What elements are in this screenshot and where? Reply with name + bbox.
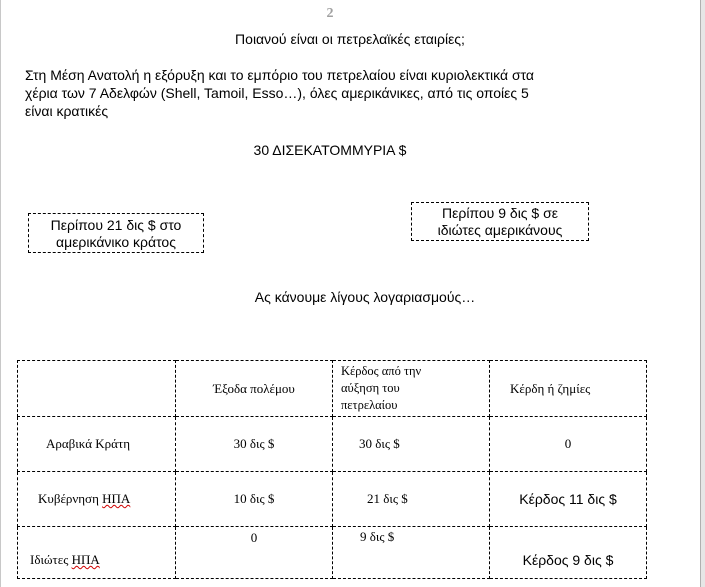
header-empty-cell: [18, 361, 176, 417]
row-label-spellcheck-word: ΗΠΑ: [102, 491, 131, 506]
page-number: 2: [326, 6, 334, 21]
header-line: αύξηση του: [341, 381, 400, 395]
row-label-text: Ιδιώτες: [30, 552, 72, 567]
paragraph-line: είναι κρατικές: [25, 103, 109, 119]
row-label-text: Κυβέρνηση: [38, 491, 103, 506]
box-line: ιδιώτες αμερικάνους: [437, 222, 563, 238]
row-label-spellcheck-word: ΗΠΑ: [71, 552, 100, 567]
war-costs-cell: 10 δις $: [176, 472, 333, 527]
question-heading: Ποιανού είναι οι πετρελαϊκές εταιρίες;: [235, 31, 465, 47]
calculations-heading: Ας κάνουμε λίγους λογαριασμούς…: [254, 289, 476, 305]
total-amount: 30 ΔΙΣΕΚΑΤΟΜΜΥΡΙΑ $: [253, 142, 407, 158]
header-war-costs: Έξοδα πολέμου: [176, 361, 333, 417]
box-line: αμερικάνικο κράτος: [56, 234, 176, 250]
us-private-share-box: [411, 202, 589, 241]
oil-profit-cell: 9 δις $: [333, 527, 490, 579]
oil-profit-cell: 21 δις $: [333, 472, 490, 527]
result-cell: Κέρδος 9 δις $: [490, 527, 647, 579]
result-cell: 0: [490, 417, 647, 472]
table-row: [18, 472, 647, 527]
paragraph-line: χέρια των 7 Αδελφών (Shell, Tamoil, Esso…), όλες αμερικάνικες, από τις οποίες 5: [25, 85, 529, 101]
profit-table: [17, 360, 647, 579]
table-row: [18, 417, 647, 472]
result-cell: Κέρδος 11 δις $: [490, 472, 647, 527]
box-line: Περίπου 21 δις $ στο: [50, 217, 182, 233]
box-line: Περίπου 9 δις $ σε: [442, 205, 558, 221]
table-row: [18, 527, 647, 579]
header-line: Κέρδος από την: [341, 364, 422, 378]
header-line: πετρελαίου: [341, 398, 398, 412]
table-header-row: [18, 361, 647, 417]
us-state-share-box: [28, 213, 204, 253]
oil-profit-cell: 30 δις $: [333, 417, 490, 472]
war-costs-cell: 30 δις $: [176, 417, 333, 472]
header-gains-losses: Κέρδη ή ζημίες: [490, 361, 647, 417]
row-label: [18, 472, 176, 527]
paragraph-line: Στη Μέση Ανατολή η εξόρυξη και το εμπόριο του πετρελαίου είναι κυριολεκτικά στα: [25, 67, 535, 83]
intro-paragraph: [25, 66, 625, 120]
war-costs-cell: 0: [176, 527, 333, 579]
row-label: [18, 527, 176, 579]
header-oil-profit: [333, 361, 490, 417]
row-label: Αραβικά Κράτη: [18, 417, 176, 472]
